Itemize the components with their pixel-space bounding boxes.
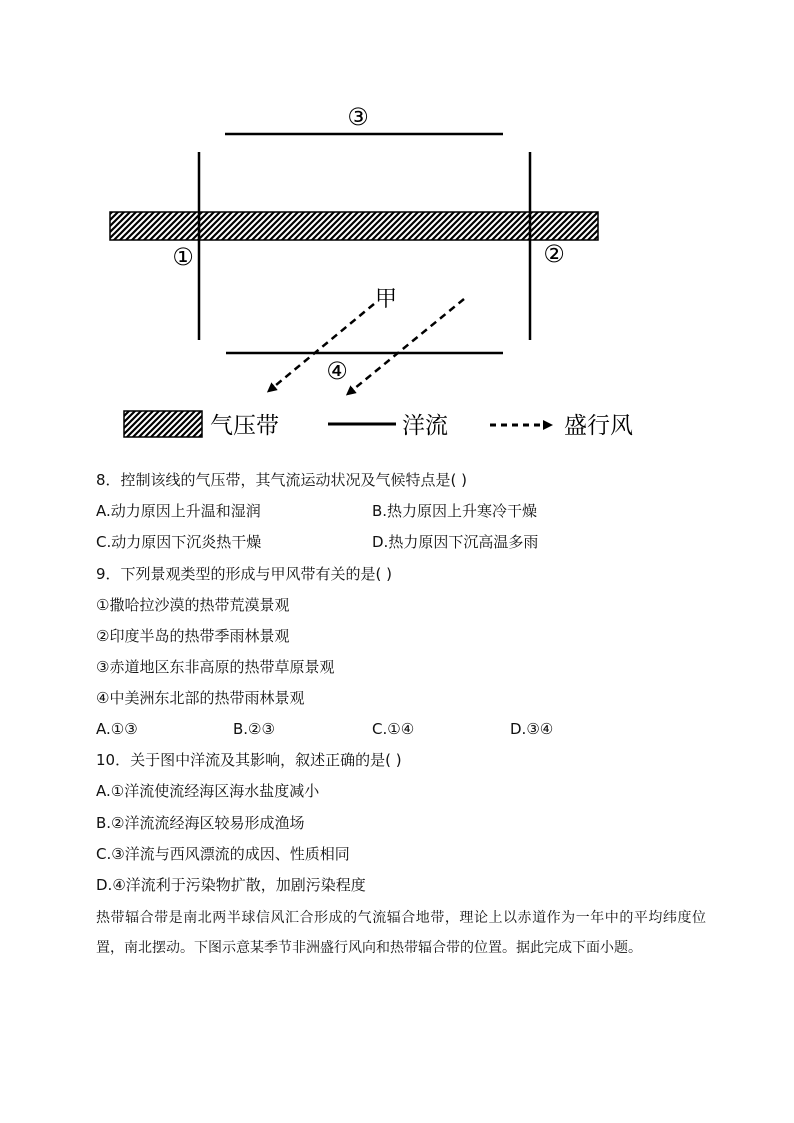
question-8-option-c: C.动力原因下沉炎热干燥 [96, 533, 262, 551]
wind-arrow-2 [349, 299, 464, 393]
question-9-option-c: C.①④ [372, 720, 415, 738]
question-10-option-c: C.③洋流与西风漂流的成因、性质相同 [96, 845, 350, 863]
passage-itcz: 热带辐合带是南北两半球信风汇合形成的气流辐合地带，理论上以赤道作为一年中的平均纬度位置，南北摆动。下图示意某季节非洲盛行风向和热带辐合带的位置。据此完成下面小题。 [96, 910, 706, 956]
question-9-item-3: ③赤道地区东非高原的热带草原景观 [96, 658, 335, 676]
question-10-stem: 10．关于图中洋流及其影响，叙述正确的是( ) [96, 751, 402, 769]
question-9-item-1: ①撒哈拉沙漠的热带荒漠景观 [96, 596, 290, 614]
label-current-4: ④ [326, 357, 348, 385]
label-current-3: ③ [347, 103, 369, 131]
question-9-stem: 9．下列景观类型的形成与甲风带有关的是( ) [96, 565, 393, 583]
pressure-belt-current-diagram [0, 0, 794, 450]
pressure-belt [110, 212, 598, 240]
question-8-stem: 8．控制该线的气压带，其气流运动状况及气候特点是( ) [96, 471, 468, 489]
legend-pressure-belt-label: 气压带 [210, 413, 279, 439]
question-8-option-d: D.热力原因下沉高温多雨 [372, 533, 539, 551]
question-9-option-a: A.①③ [96, 720, 138, 738]
question-9-item-2: ②印度半岛的热带季雨林景观 [96, 627, 290, 645]
question-9-option-d: D.③④ [510, 720, 554, 738]
question-9-option-b: B.②③ [233, 720, 275, 738]
question-10-option-a: A.①洋流使流经海区海水盐度减小 [96, 782, 320, 800]
question-9-item-4: ④中美洲东北部的热带雨林景观 [96, 689, 305, 707]
wind-arrow-jia [270, 304, 374, 390]
question-8-option-a: A.动力原因上升温和湿润 [96, 502, 261, 520]
label-current-2: ② [543, 240, 565, 268]
legend-pressure-belt-swatch [124, 411, 202, 437]
question-8-option-b: B.热力原因上升寒冷干燥 [372, 502, 538, 520]
label-current-1: ① [172, 243, 194, 271]
label-wind-jia: 甲 [374, 287, 398, 312]
question-10-option-b: B.②洋流流经海区较易形成渔场 [96, 814, 305, 832]
legend-wind-label: 盛行风 [564, 413, 633, 439]
question-10-option-d: D.④洋流利于污染物扩散，加剧污染程度 [96, 876, 366, 894]
legend-current-label: 洋流 [402, 413, 448, 439]
